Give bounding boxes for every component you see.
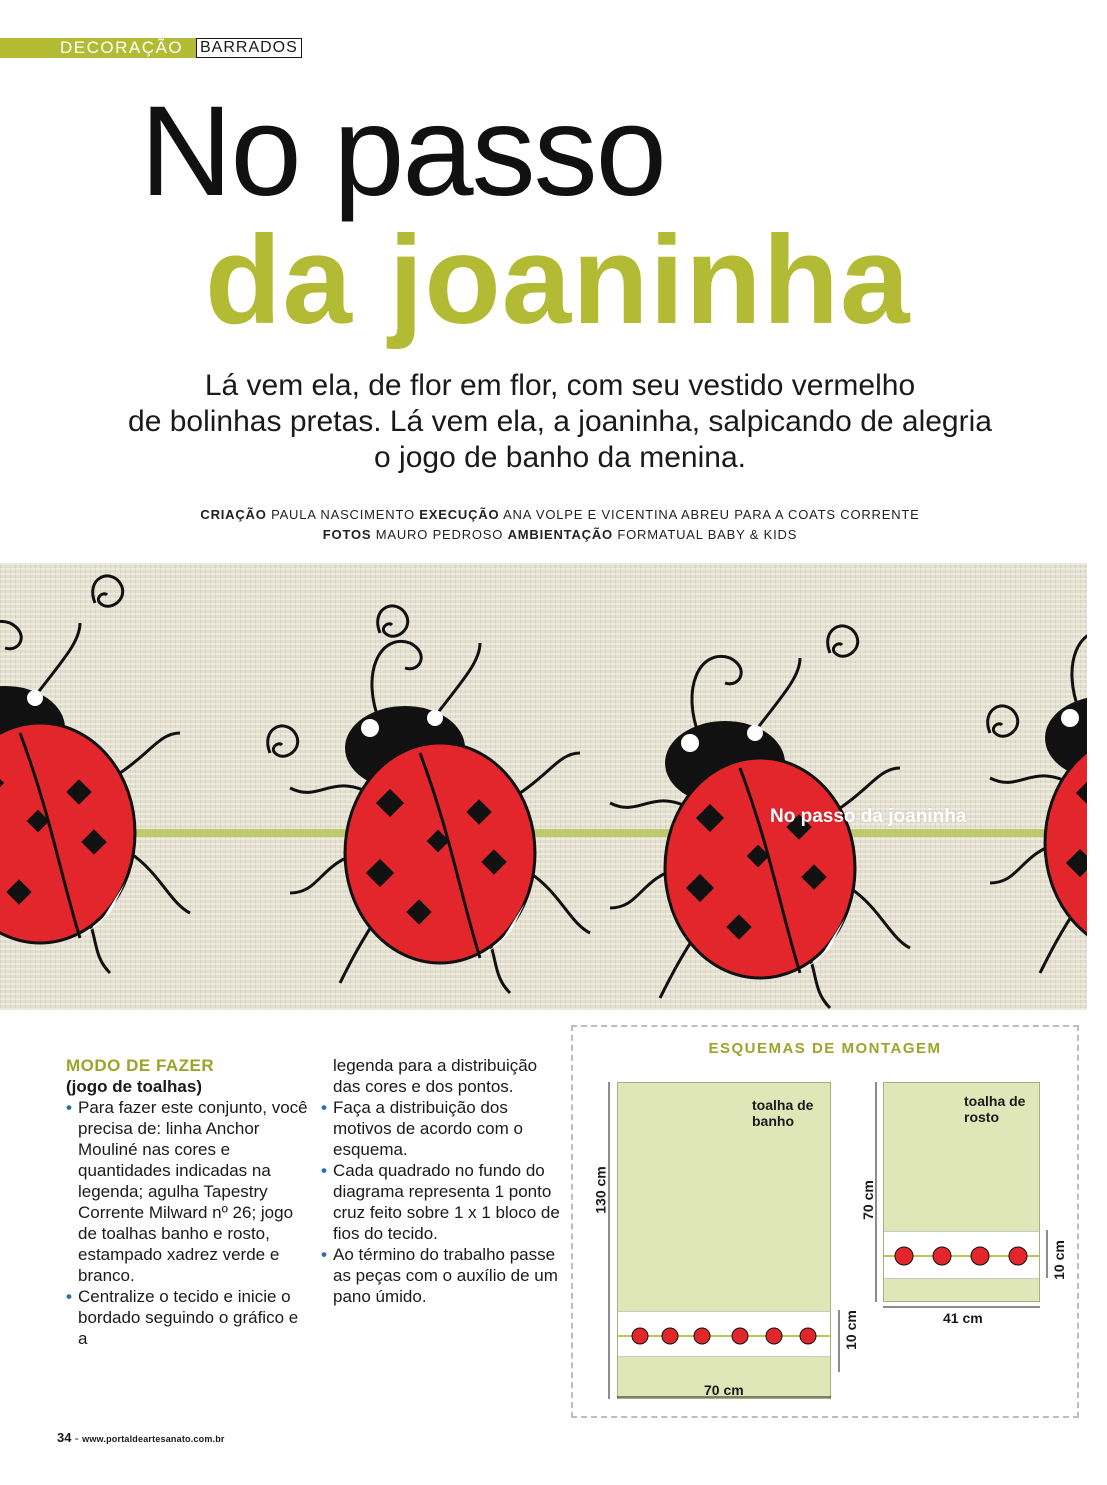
photo-caption: No passo da joaninha (770, 806, 967, 827)
bath-towel-width-dimension: 70 cm (704, 1382, 744, 1398)
bullet-icon: • (321, 1098, 327, 1117)
footer-url: www.portaldeartesanato.com.br (82, 1434, 225, 1444)
instruction-text: Faça a distribuição dos motivos de acordo com o esquema. (333, 1098, 523, 1159)
instructions-subheading: (jogo de toalhas) (66, 1077, 202, 1096)
face-towel-label-line-1: toalha de (964, 1093, 1026, 1109)
instruction-text: Cada quadrado no fundo do diagrama representa 1 ponto cruz feito sobre 1 x 1 bloco de fios do tecido. (333, 1161, 560, 1243)
instructions-list-1 (66, 1097, 311, 1349)
credits-criacao-value: PAULA NASCIMENTO (271, 507, 415, 522)
instruction-item (321, 1097, 561, 1160)
title-line-1: No passo (140, 80, 665, 223)
credits-line-1 (40, 505, 1080, 525)
dimension-lines (573, 1027, 1081, 1420)
face-towel-width-dimension: 41 cm (943, 1310, 983, 1326)
section-tag (0, 38, 302, 58)
section-category: DECORAÇÃO (0, 38, 196, 58)
bullet-icon: • (66, 1287, 72, 1306)
title-line-2: da joaninha (205, 211, 911, 350)
credits-execucao-value: ANA VOLPE E VICENTINA ABREU PARA A COATS CORRENTE (503, 507, 920, 522)
bath-towel-label-line-1: toalha de (752, 1097, 814, 1113)
lead-paragraph (40, 368, 1080, 476)
credits-ambientacao-value: FORMATUAL BABY & KIDS (617, 527, 798, 542)
instructions-heading: MODO DE FAZER (66, 1056, 215, 1075)
credits-line-2 (40, 525, 1080, 545)
section-subcategory: BARRADOS (196, 38, 302, 58)
credits-ambientacao-label: AMBIENTAÇÃO (507, 527, 613, 542)
instruction-item (66, 1286, 311, 1349)
lead-line-2: de bolinhas pretas. Lá vem ela, a joaninha, salpicando de alegria (128, 405, 992, 438)
credits (40, 505, 1080, 545)
bath-towel-label-line-2: banho (752, 1113, 794, 1129)
credits-fotos-label: FOTOS (322, 527, 372, 542)
scheme-title: ESQUEMAS DE MONTAGEM (708, 1040, 942, 1057)
bath-towel-height-dimension: 130 cm (592, 1166, 609, 1214)
bullet-icon: • (321, 1161, 327, 1180)
lead-line-1: Lá vem ela, de flor em flor, com seu vestido vermelho (204, 369, 916, 402)
face-towel-label-line-2: rosto (964, 1109, 999, 1125)
instruction-text: Ao término do trabalho passe as peças com o auxílio de um pano úmido. (333, 1245, 558, 1306)
instruction-item (321, 1160, 561, 1244)
page-number: 34 (57, 1430, 72, 1445)
ladybug-embroidery-illustration (0, 563, 1087, 1010)
credits-fotos-value: MAURO PEDROSO (375, 527, 504, 542)
lead-line-3: o jogo de banho da menina. (374, 441, 746, 474)
instruction-item (66, 1097, 311, 1286)
page-footer (57, 1430, 225, 1445)
bath-towel-band-dimension: 10 cm (842, 1310, 859, 1350)
instruction-continuation: legenda para a distribuição das cores e dos pontos. (333, 1056, 538, 1096)
bullet-icon: • (66, 1098, 72, 1117)
footer-separator: - (71, 1431, 83, 1445)
instruction-text: Centralize o tecido e inicie o bordado seguindo o gráfico e a (78, 1287, 299, 1348)
assembly-scheme-box (571, 1025, 1079, 1418)
embroidery-photo (0, 563, 1087, 1010)
instructions-column-2 (321, 1055, 561, 1307)
instruction-text: Para fazer este conjunto, você precisa de: linha Anchor Mouliné nas cores e quantidades indicadas na legenda; agulha Tapestry Corrente Milward nº 26; jogo de toalhas banho e rosto, estampado xadrez verde e branco. (78, 1098, 308, 1285)
credits-execucao-label: EXECUÇÃO (419, 507, 500, 522)
face-towel-band-dimension: 10 cm (1050, 1240, 1067, 1280)
face-towel-height-dimension: 70 cm (859, 1180, 876, 1220)
instruction-item (321, 1244, 561, 1307)
credits-criacao-label: CRIAÇÃO (200, 507, 267, 522)
instructions-list-2 (321, 1097, 561, 1307)
bullet-icon: • (321, 1245, 327, 1264)
instructions-column-1 (66, 1055, 311, 1349)
